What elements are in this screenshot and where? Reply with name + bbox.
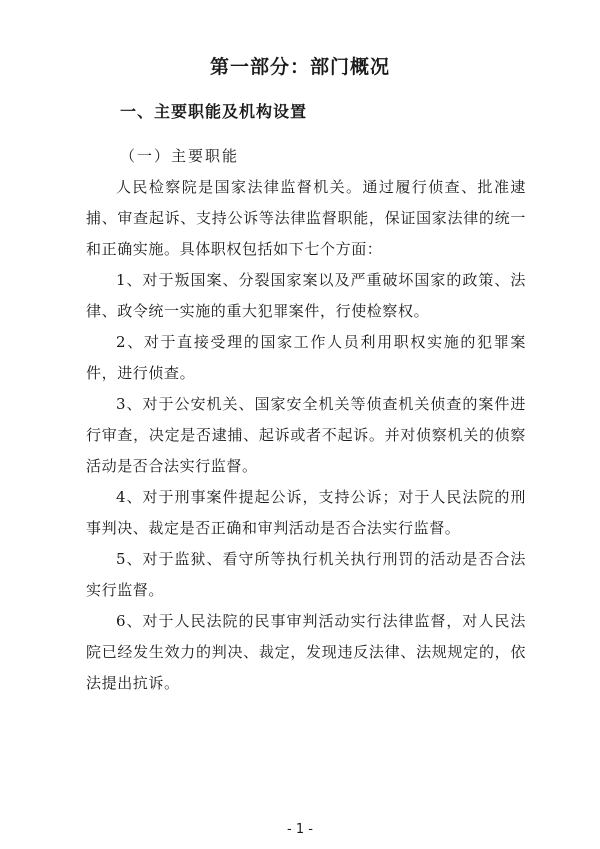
- body-text: [86, 172, 526, 699]
- sub-heading: （一）主要职能: [120, 147, 240, 165]
- duty-item-1: 1、对于叛国案、分裂国家案以及严重破坏国家的政策、法律、政令统一实施的重大犯罪案件，行使检察权。: [86, 271, 526, 320]
- duty-item-5: 5、对于监狱、看守所等执行机关执行刑罚的活动是否合法实行监督。: [86, 550, 526, 599]
- section-heading: 一、主要职能及机构设置: [120, 102, 308, 121]
- page-number: - 1 -: [287, 822, 313, 837]
- page-title: 第一部分：部门概况: [209, 56, 390, 78]
- duty-item-3: 3、对于公安机关、国家安全机关等侦查机关侦查的案件进行审查，决定是否逮捕、起诉或者不起诉。并对侦察机关的侦察活动是否合法实行监督。: [86, 395, 526, 475]
- intro-paragraph: 人民检察院是国家法律监督机关。通过履行侦查、批准逮捕、审查起诉、支持公诉等法律监督职能，保证国家法律的统一和正确实施。具体职权包括如下七个方面：: [86, 178, 526, 258]
- duty-item-4: 4、对于刑事案件提起公诉，支持公诉；对于人民法院的刑事判决、裁定是否正确和审判活动是否合法实行监督。: [86, 488, 526, 537]
- duty-item-2: 2、对于直接受理的国家工作人员利用职权实施的犯罪案件，进行侦查。: [86, 333, 526, 382]
- duty-item-6: 6、对于人民法院的民事审判活动实行法律监督，对人民法院已经发生效力的判决、裁定，发现违反法律、法规规定的，依法提出抗诉。: [86, 612, 526, 692]
